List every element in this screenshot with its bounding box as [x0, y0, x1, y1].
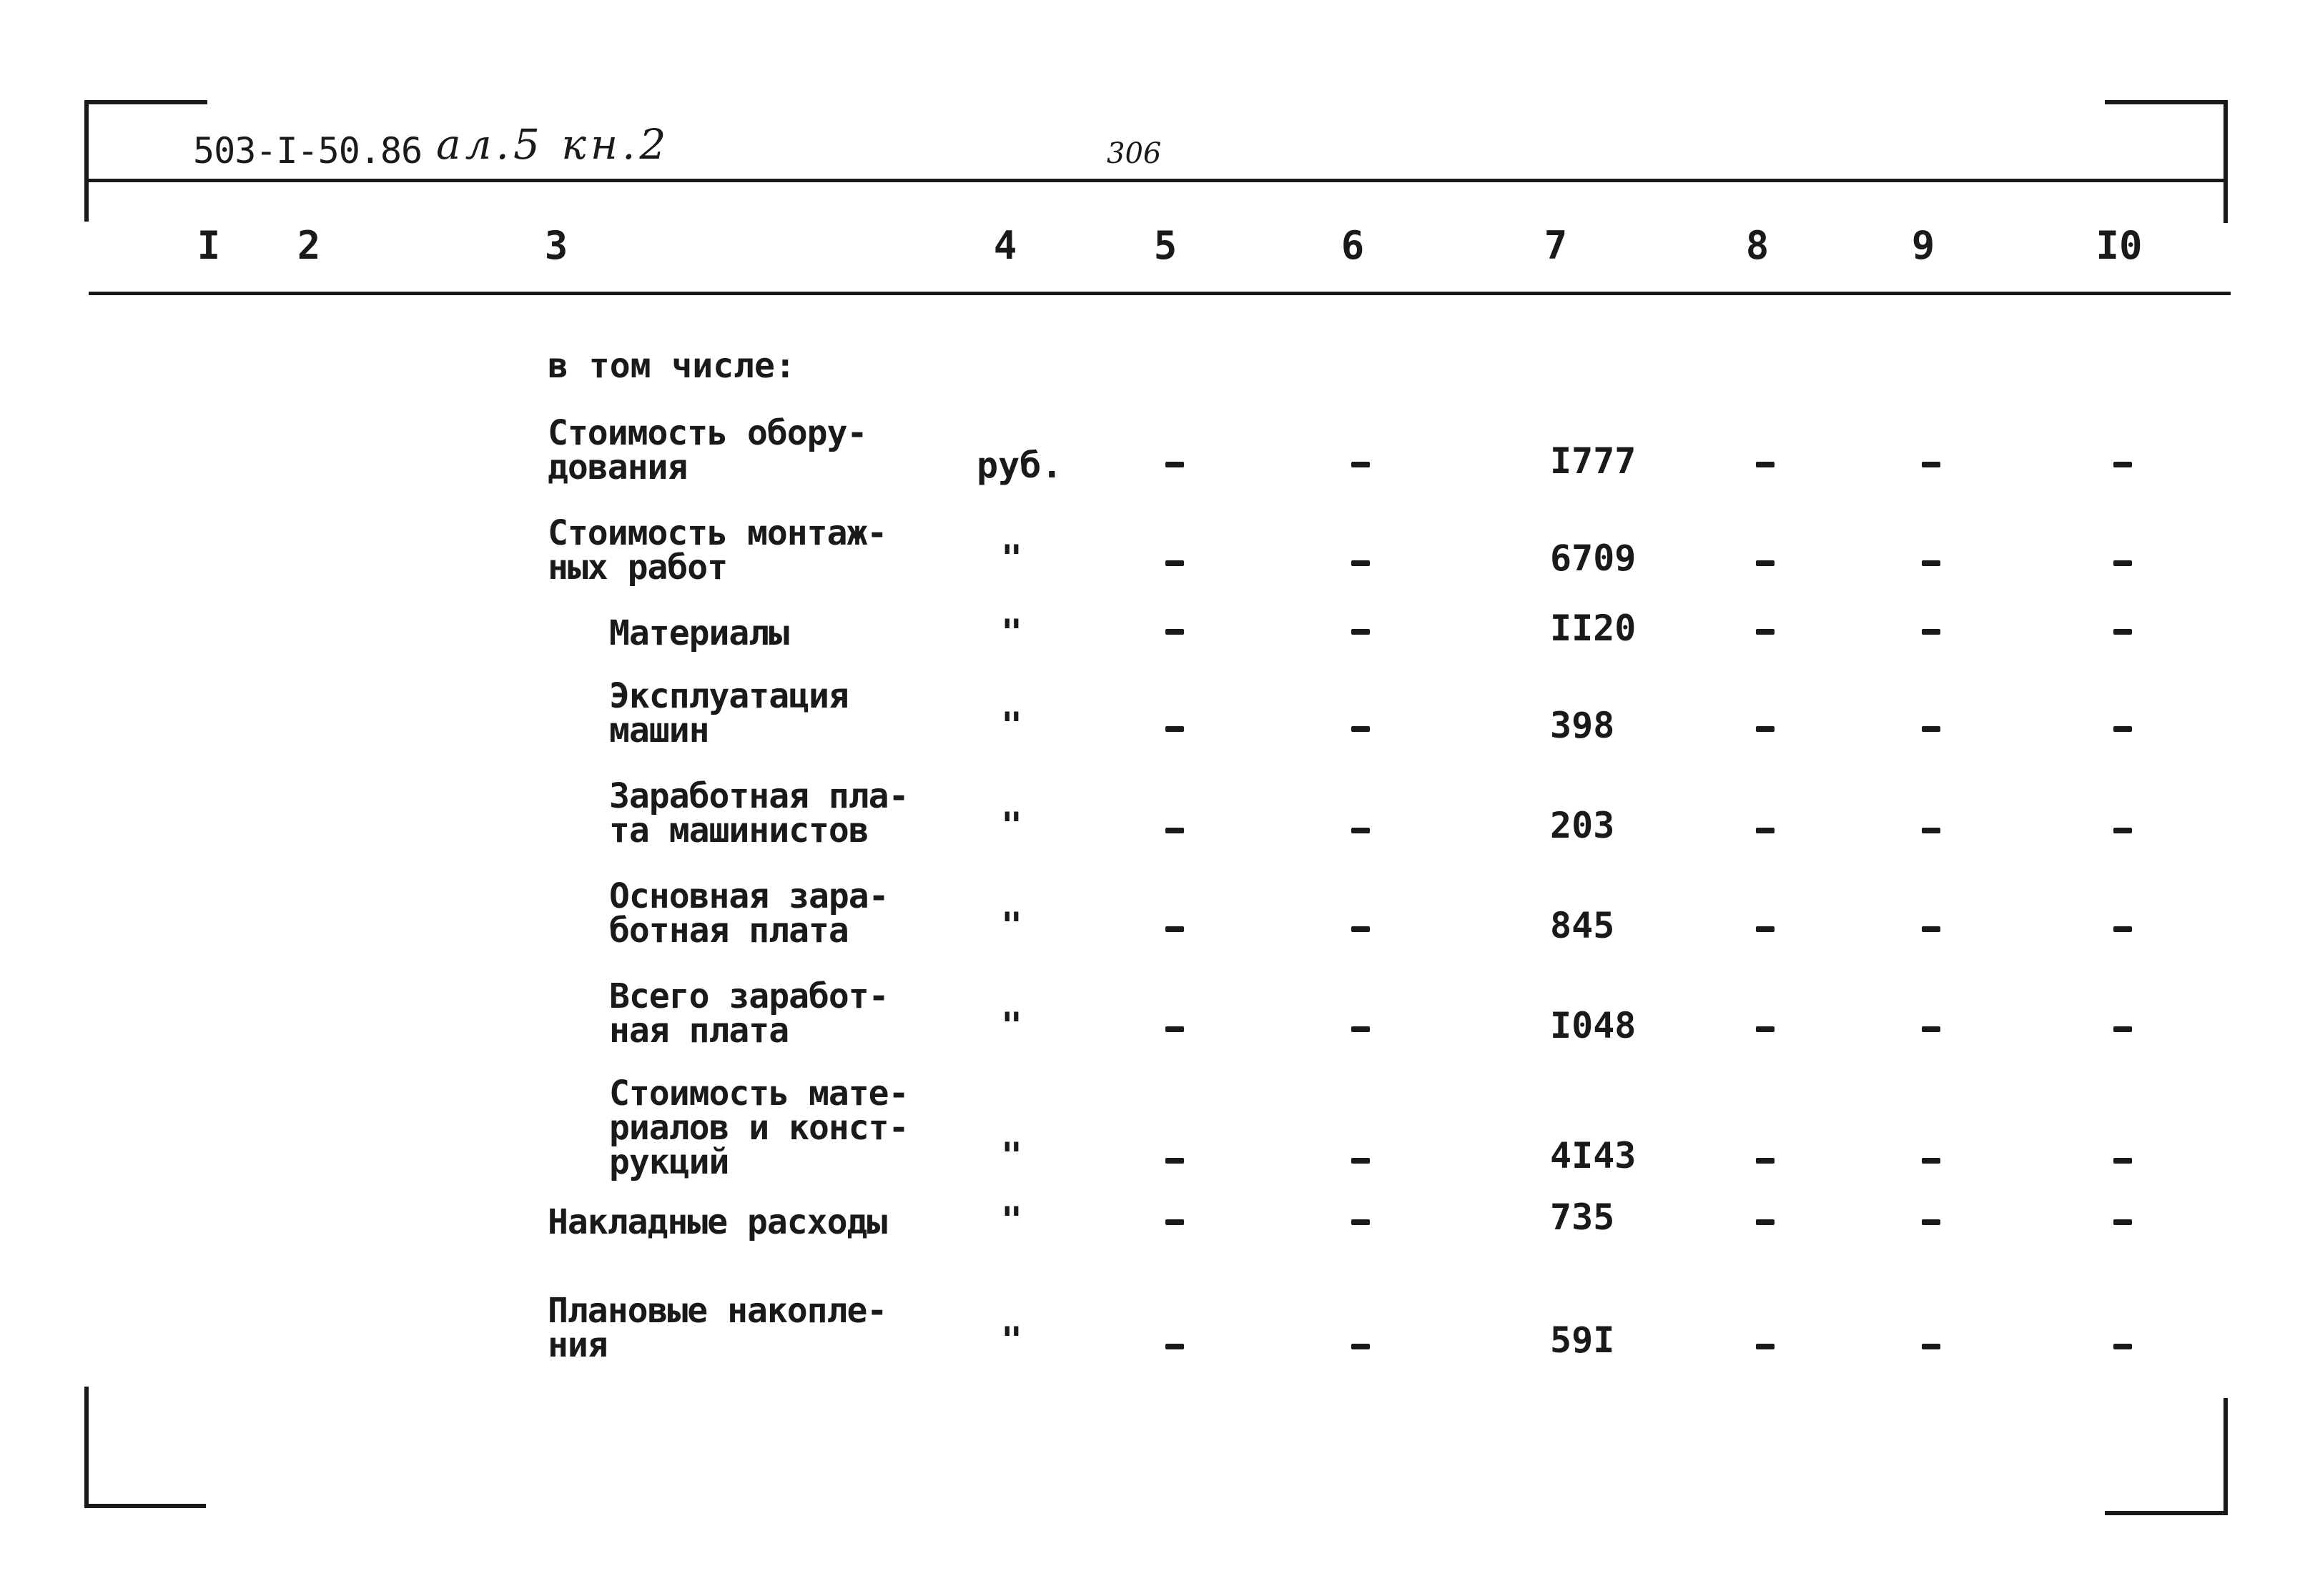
section-title: в том числе:	[548, 346, 796, 386]
value-col9	[1922, 462, 1940, 467]
value-col7: I777	[1550, 440, 1637, 482]
value-col8	[1756, 828, 1775, 833]
value-col8	[1756, 1219, 1775, 1225]
row-unit: руб.	[977, 445, 1063, 486]
column-header-1: I	[197, 223, 221, 268]
row-label: Стоимость монтаж- ных работ	[548, 513, 887, 588]
column-header-6: 6	[1341, 223, 1365, 268]
value-col7: 845	[1550, 905, 1615, 946]
value-col7: 4I43	[1550, 1135, 1637, 1176]
value-col9	[1922, 926, 1940, 932]
value-col10	[2113, 1158, 2132, 1164]
value-col9	[1922, 1344, 1940, 1349]
value-col6	[1351, 926, 1370, 932]
column-header-9: 9	[1911, 223, 1935, 268]
corner-bracket-bottom-right	[2223, 1398, 2228, 1515]
row-label: Плановые накопле- ния	[548, 1291, 887, 1365]
row-unit: "	[1001, 805, 1023, 846]
value-col5	[1165, 926, 1184, 932]
corner-bracket-bottom-right	[2105, 1511, 2228, 1515]
column-header-7: 7	[1544, 223, 1568, 268]
corner-bracket-top-right	[2223, 100, 2228, 223]
column-header-rule	[89, 292, 2231, 295]
column-header-8: 8	[1745, 223, 1770, 268]
value-col9	[1922, 629, 1940, 635]
row-unit: "	[1001, 1199, 1023, 1241]
value-col7: 203	[1550, 805, 1615, 846]
row-label: Материалы	[609, 613, 789, 653]
value-col6	[1351, 1219, 1370, 1225]
value-col7: 398	[1550, 705, 1615, 746]
row-label: Заработная пла- та машинистов	[609, 776, 909, 851]
value-col7: 6709	[1550, 537, 1637, 579]
value-col5	[1165, 1219, 1184, 1225]
value-col10	[2113, 1344, 2132, 1349]
value-col6	[1351, 1026, 1370, 1032]
row-unit: "	[1001, 612, 1023, 653]
row-unit: "	[1001, 1319, 1023, 1361]
value-col6	[1351, 1158, 1370, 1164]
value-col10	[2113, 462, 2132, 467]
value-col7: 735	[1550, 1196, 1615, 1238]
column-header-5: 5	[1153, 223, 1178, 268]
value-col5	[1165, 828, 1184, 833]
value-col9	[1922, 1026, 1940, 1032]
value-col10	[2113, 560, 2132, 566]
value-col9	[1922, 560, 1940, 566]
column-header-4: 4	[993, 223, 1017, 268]
value-col7: II20	[1550, 608, 1637, 649]
column-header-3: 3	[544, 223, 568, 268]
value-col8	[1756, 629, 1775, 635]
value-col10	[2113, 629, 2132, 635]
header-rule	[86, 179, 2228, 182]
row-unit: "	[1001, 905, 1023, 946]
value-col6	[1351, 462, 1370, 467]
corner-bracket-top-left	[84, 100, 89, 222]
value-col7: 59I	[1550, 1319, 1615, 1361]
corner-bracket-bottom-left	[84, 1387, 89, 1508]
value-col7: I048	[1550, 1005, 1637, 1046]
value-col5	[1165, 726, 1184, 732]
value-col8	[1756, 1026, 1775, 1032]
value-col10	[2113, 926, 2132, 932]
row-unit: "	[1001, 705, 1023, 746]
value-col9	[1922, 828, 1940, 833]
value-col5	[1165, 1026, 1184, 1032]
value-col10	[2113, 828, 2132, 833]
value-col6	[1351, 1344, 1370, 1349]
column-header-2: 2	[297, 223, 321, 268]
value-col5	[1165, 1158, 1184, 1164]
corner-bracket-top-left	[84, 100, 207, 104]
row-unit: "	[1001, 1135, 1023, 1176]
value-col10	[2113, 1026, 2132, 1032]
value-col6	[1351, 726, 1370, 732]
row-label: Основная зара- ботная плата	[609, 876, 889, 951]
value-col10	[2113, 726, 2132, 732]
row-label: Эксплуатация машин	[609, 676, 849, 750]
value-col5	[1165, 629, 1184, 635]
corner-bracket-top-right	[2105, 100, 2228, 104]
value-col5	[1165, 560, 1184, 566]
value-col6	[1351, 828, 1370, 833]
document-code: 503-I-50.86	[193, 130, 423, 172]
row-label: Стоимость мате- риалов и конст- рукций	[609, 1074, 909, 1182]
handwritten-annotation: ал.5 кн.2	[436, 120, 671, 169]
row-label: Всего заработ- ная плата	[609, 976, 889, 1051]
column-header-10: I0	[2096, 223, 2143, 268]
value-col8	[1756, 560, 1775, 566]
row-label: Накладные расходы	[548, 1202, 887, 1242]
value-col9	[1922, 726, 1940, 732]
value-col10	[2113, 1219, 2132, 1225]
value-col9	[1922, 1158, 1940, 1164]
corner-bracket-bottom-left	[84, 1504, 206, 1508]
value-col8	[1756, 1158, 1775, 1164]
page-number: 306	[1107, 137, 1162, 170]
row-unit: "	[1001, 537, 1023, 579]
value-col9	[1922, 1219, 1940, 1225]
value-col5	[1165, 462, 1184, 467]
value-col8	[1756, 1344, 1775, 1349]
row-unit: "	[1001, 1005, 1023, 1046]
row-label: Стоимость обору- дования	[548, 413, 867, 487]
value-col6	[1351, 629, 1370, 635]
value-col8	[1756, 926, 1775, 932]
value-col6	[1351, 560, 1370, 566]
value-col5	[1165, 1344, 1184, 1349]
value-col8	[1756, 726, 1775, 732]
value-col8	[1756, 462, 1775, 467]
